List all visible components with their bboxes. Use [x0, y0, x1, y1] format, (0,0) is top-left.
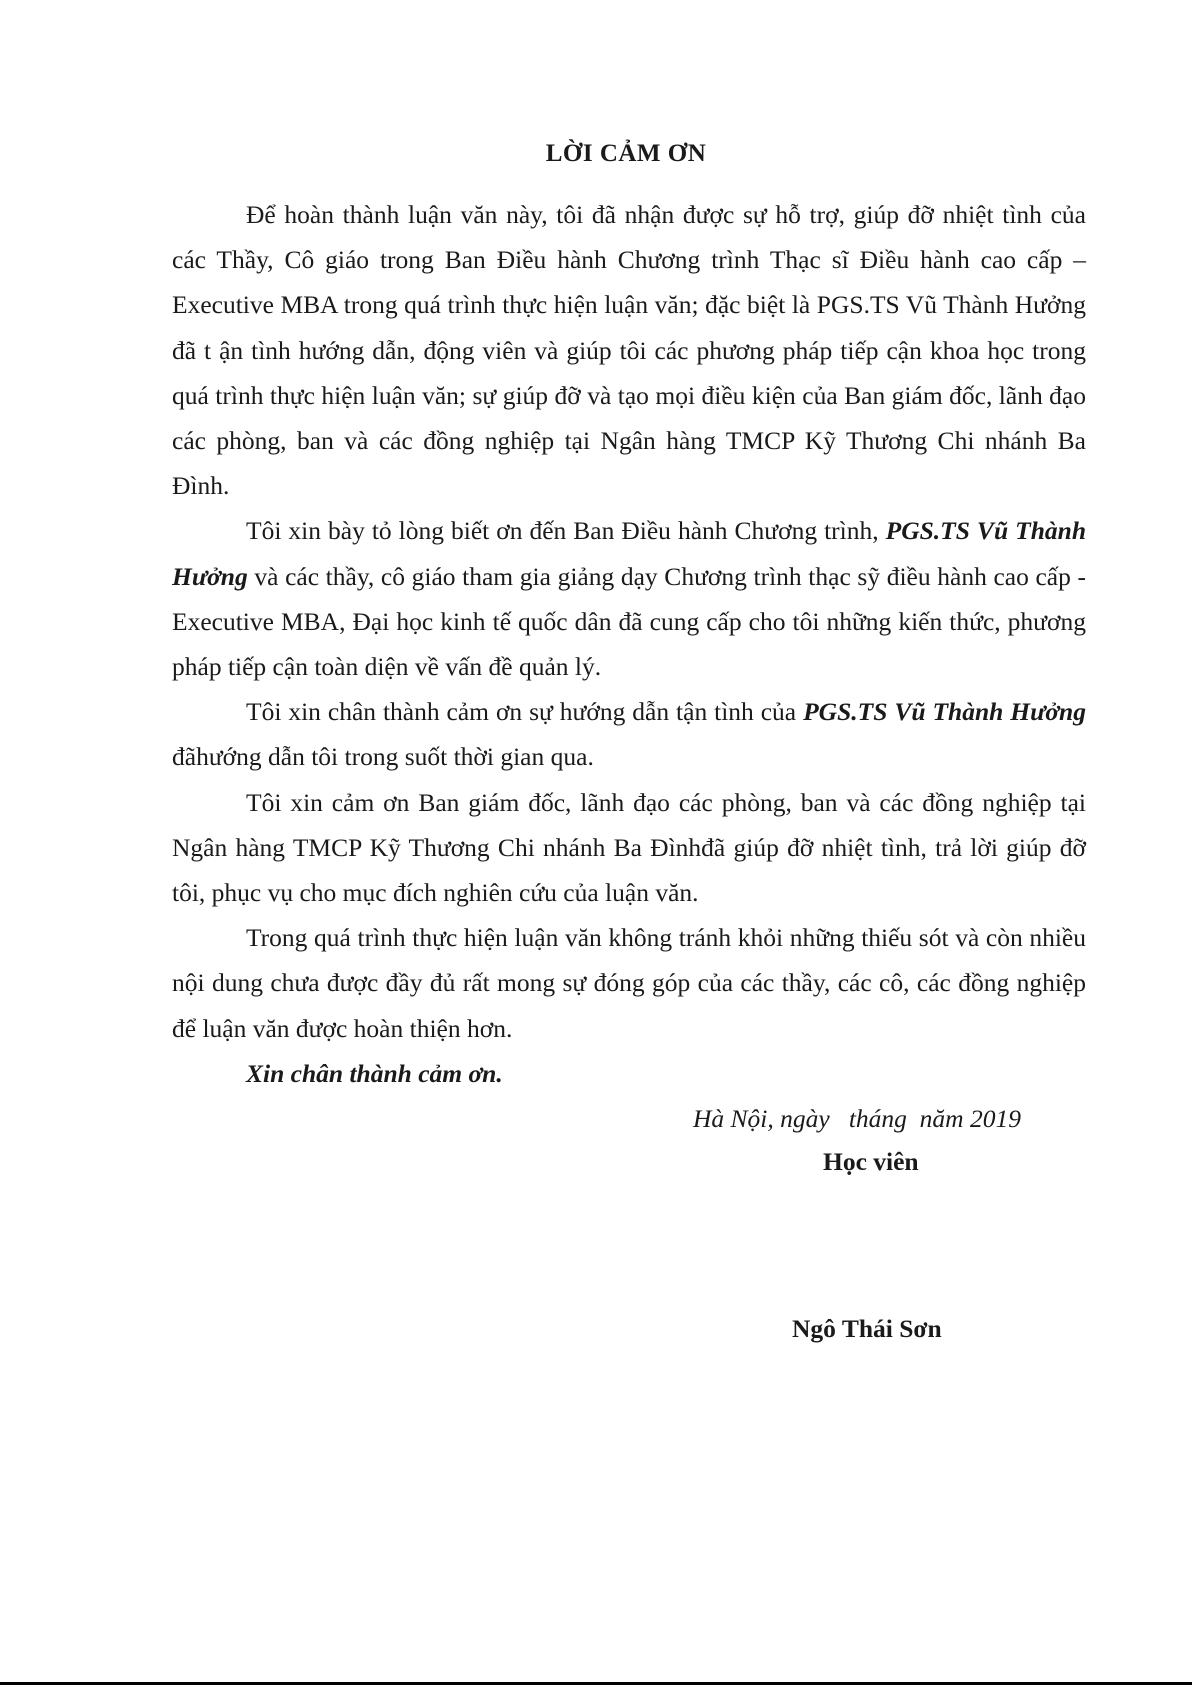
paragraph-2: [172, 508, 1086, 689]
paragraph-3: [172, 689, 1086, 779]
paragraph-3-intro: Tôi xin chân thành cảm ơn sự hướng dẫn tận tình của: [246, 697, 804, 727]
signer-name: Ngô Thái Sơn: [792, 1314, 942, 1343]
signer-role: Học viên: [823, 1147, 919, 1176]
paragraph-1: Để hoàn thành luận văn này, tôi đã nhận được sự hỗ trợ, giúp đỡ nhiệt tình của các Thầy, Cô giáo trong Ban Điều hành Chương trình Thạc sĩ Điều hành cao cấp – Executive MBA trong quá trình thực hiện luận văn; đặc biệt là PGS.TS Vũ Thành Hưởng đã t ận tình hướng dẫn, động viên và giúp tôi các phương pháp tiếp cận khoa học trong quá trình thực hiện luận văn; sự giúp đỡ và tạo mọi điều kiện của Ban giám đốc, lãnh đạo các phòng, ban và các đồng nghiệp tại Ngân hàng TMCP Kỹ Thương Chi nhánh Ba Đình.: [172, 200, 1086, 501]
advisor-name-emphasis: PGS.TS Vũ Thành Hưởng: [172, 516, 1086, 591]
paragraph-5: Trong quá trình thực hiện luận văn không tránh khỏi những thiếu sót và còn nhiều nội dung chưa được đầy đủ rất mong sự đóng góp của các thầy, các cô, các đồng nghiệp để luận văn được hoàn thiện hơn.: [172, 923, 1086, 1043]
acknowledgement-body: [172, 192, 1086, 1096]
closing-line: Xin chân thành cảm ơn.: [246, 1058, 503, 1088]
place-and-date: Hà Nội, ngày tháng năm 2019: [693, 1104, 1021, 1133]
paragraph-3-rest: đãhướng dẫn tôi trong suốt thời gian qua.: [172, 742, 594, 772]
page-title: LỜI CẢM ƠN: [545, 140, 707, 167]
advisor-name-emphasis-2: PGS.TS Vũ Thành Hưởng: [803, 697, 1086, 727]
paragraph-2-intro: Tôi xin bày tỏ lòng biết ơn đến Ban Điều hành Chương trình,: [246, 516, 886, 546]
paragraph-2-rest: và các thầy, cô giáo tham gia giảng dạy Chương trình thạc sỹ điều hành cao cấp - Executive MBA, Đại học kinh tế quốc dân đã cung cấp cho tôi những kiến thức, phương pháp tiếp cận toàn diện về vấn đề quản lý.: [172, 561, 1086, 682]
paragraph-4: Tôi xin cảm ơn Ban giám đốc, lãnh đạo các phòng, ban và các đồng nghiệp tại Ngân hàng TMCP Kỹ Thương Chi nhánh Ba Đìnhđã giúp đỡ nhiệt tình, trả lời giúp đỡ tôi, phục vụ cho mục đích nghiên cứu của luận văn.: [172, 787, 1086, 908]
